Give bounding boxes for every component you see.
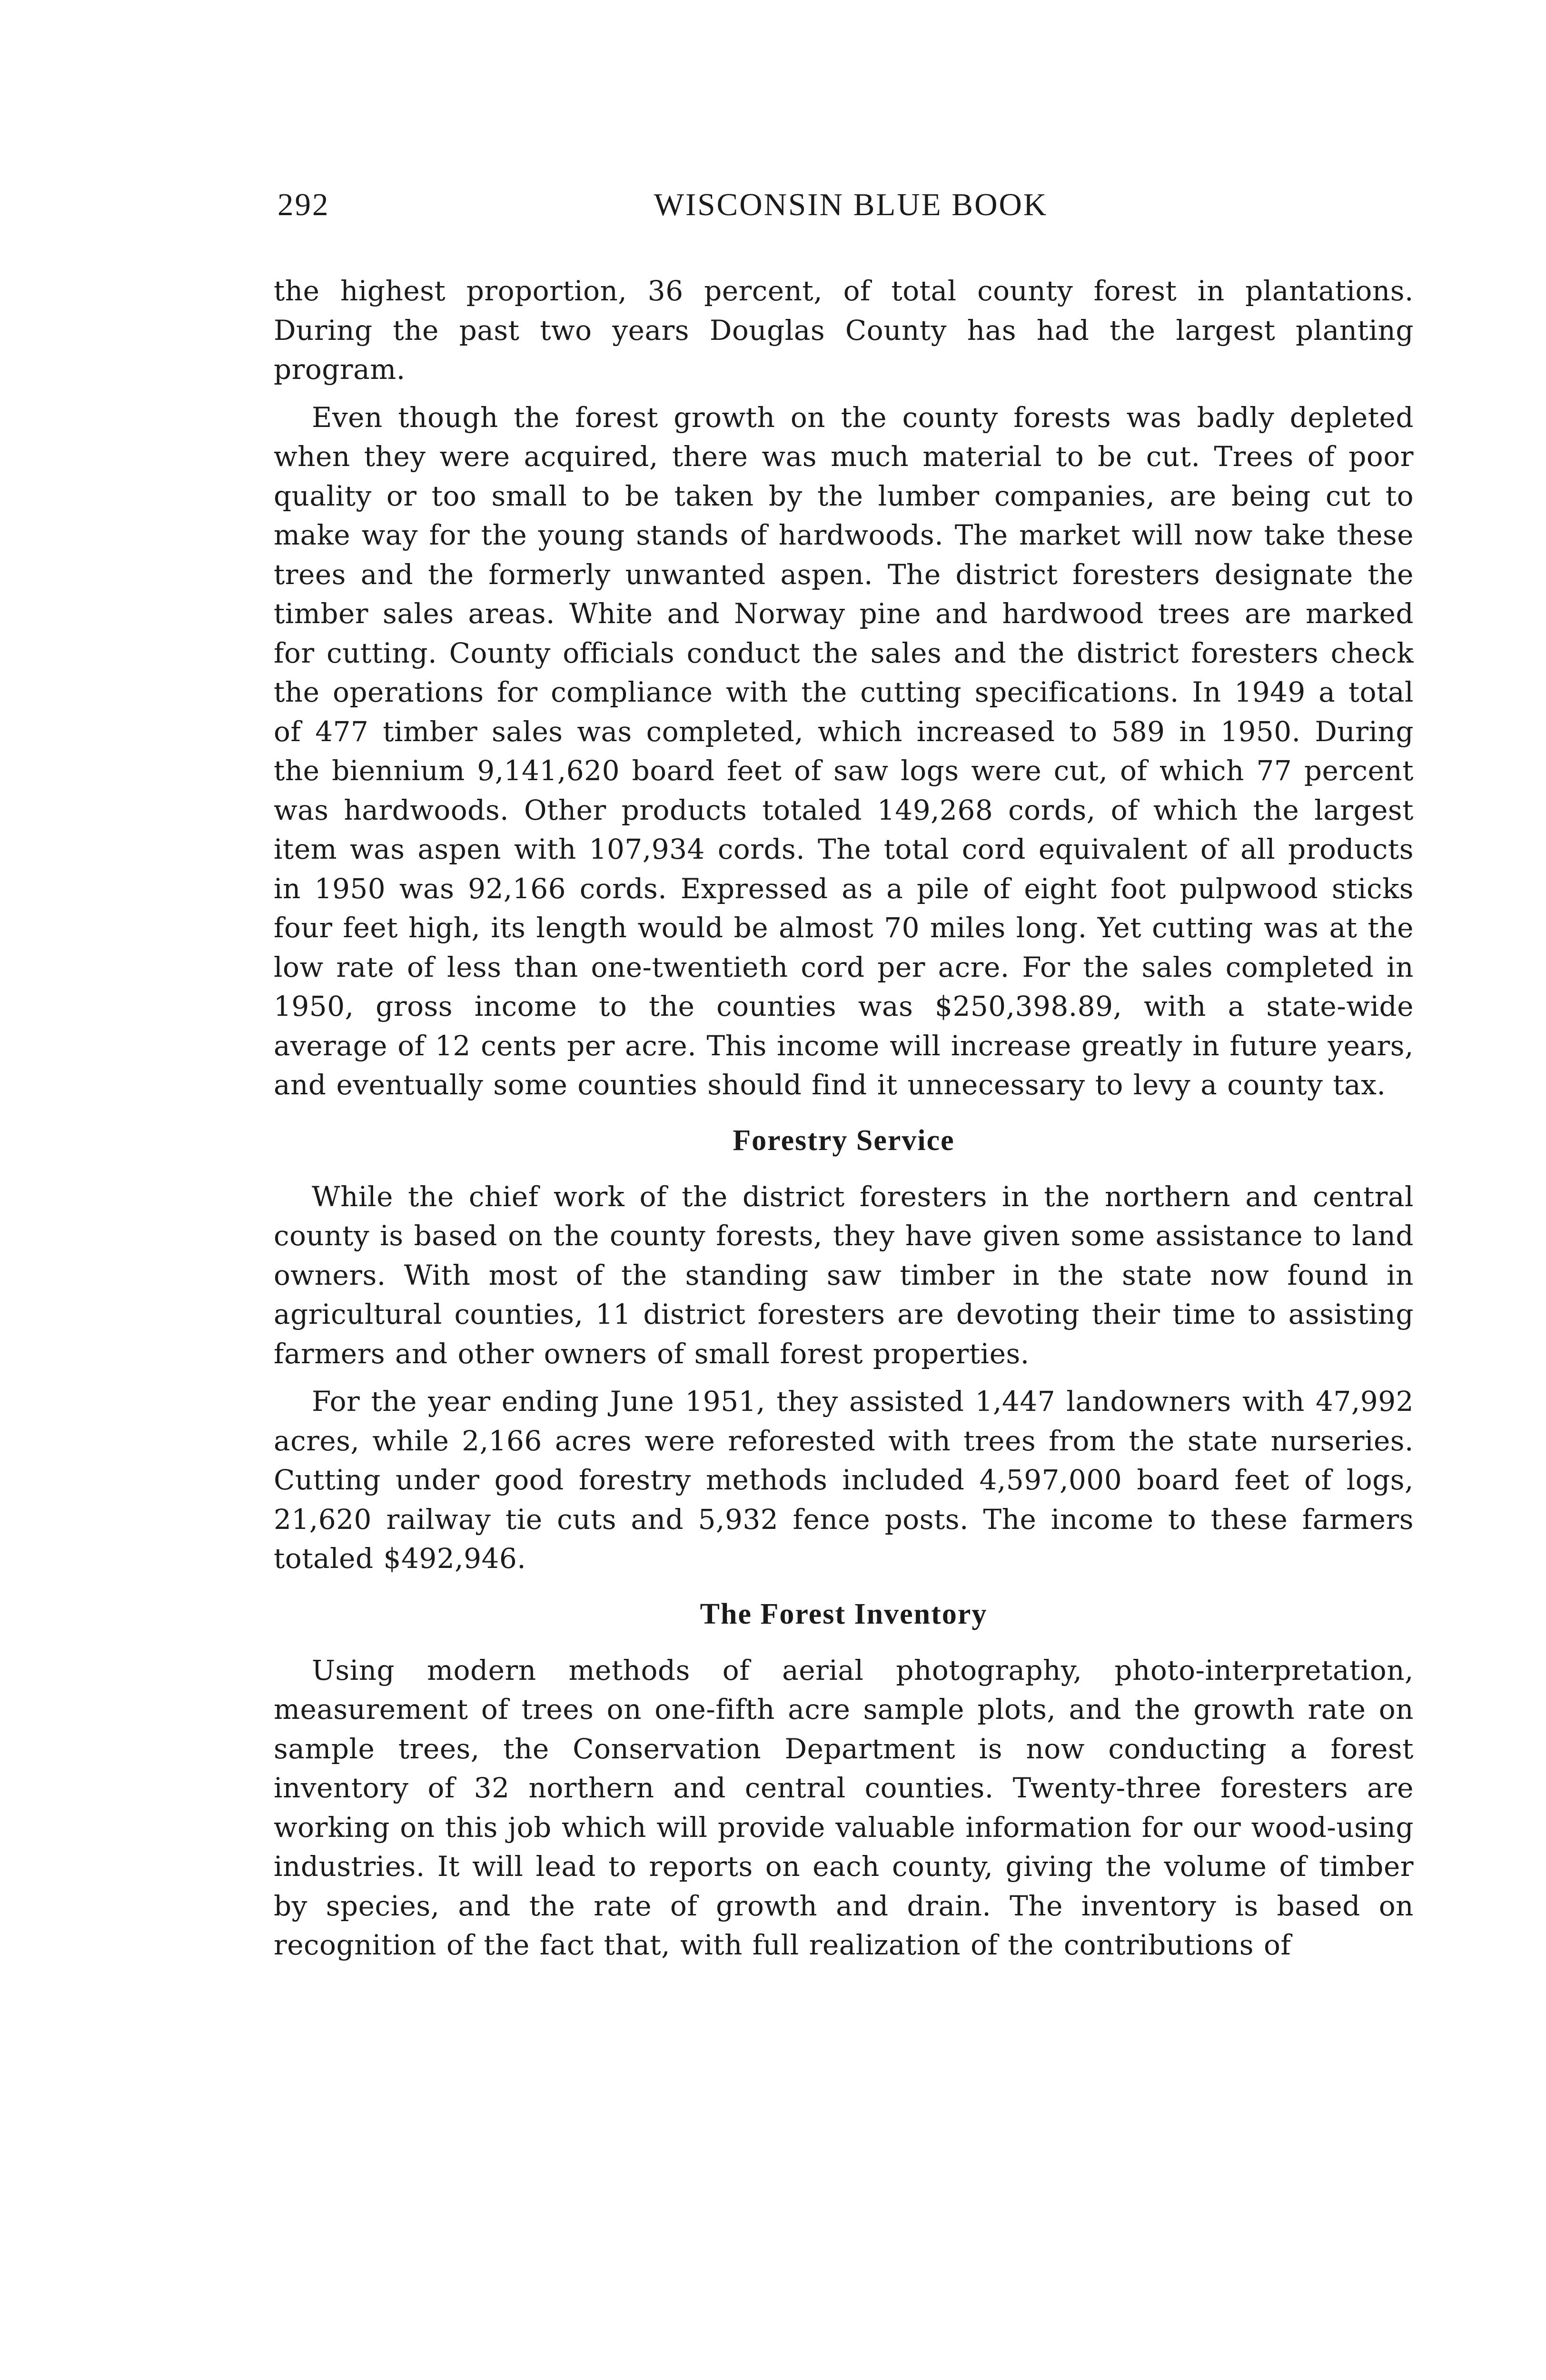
paragraph-county-forest-timber-sales: Even though the forest growth on the county forests was badly depleted when they were acquired, there was much material to be cut. Trees of poor quality or too small to be taken by the lumber companies, are being cut to make way for the young stands of hardwoods. The market will now take these trees and the formerly unwanted aspen. The district foresters designate the timber sales areas. White and Norway pine and hardwood trees are marked for cutting. County officials conduct the sales and the district foresters check the operations for compliance with the cutting specifications. In 1949 a total of 477 timber sales was completed, which increased to 589 in 1950. During the biennium 9,141,620 board feet of saw logs were cut, of which 77 percent was hardwoods. Other products totaled 149,268 cords, of which the largest item was aspen with 107,934 cords. The total cord equivalent of all products in 1950 was 92,166 cords. Expressed as a pile of eight foot pulpwood sticks four feet high, its length would be almost 70 miles long. Yet cutting was at the low rate of less than one-twentieth cord per acre. For the sales completed in 1950, gross income to the counties was $250,398.89, with a state-wide average of 12 cents per acre. This income will increase greatly in future years, and eventually some counties should find it unnecessary to levy a county tax. [274,401,1414,1101]
body-text [274,271,1414,1965]
paragraph-forestry-service-1: While the chief work of the district foresters in the northern and central county is based on the county forests, they have given some assistance to land owners. With most of the standing saw timber in the state now found in agricultural counties, 11 district foresters are devoting their time to assisting farmers and other owners of small forest properties. [274,1180,1414,1370]
running-head [274,143,1414,222]
book-page [274,143,1414,1965]
paragraph-forestry-service-2: For the year ending June 1951, they assisted 1,447 landowners with 47,992 acres, while 2,166 acres were reforested with trees from the state nurseries. Cutting under good forestry methods included 4,597,000 board feet of logs, 21,620 railway tie cuts and 5,932 fence posts. The income to these farmers totaled $492,946. [274,1385,1414,1575]
running-title: WISCONSIN BLUE BOOK [654,187,1048,222]
heading-forestry-service: Forestry Service [733,1124,955,1157]
heading-forest-inventory: The Forest Inventory [700,1597,988,1630]
paragraph-forest-inventory-1: Using modern methods of aerial photography, photo-interpretation, measurement of trees on one-fifth acre sample plots, and the growth rate on sample trees, the Conservation Department is now conducting a forest inventory of 32 northern and central counties. Twenty-three foresters are working on this job which will provide valuable information for our wood-using industries. It will lead to reports on each county, giving the volume of timber by species, and the rate of growth and drain. The inventory is based on recognition of the fact that, with full realization of the contributions of [274,1654,1414,1961]
paragraph-continued: the highest proportion, 36 percent, of total county forest in plantations. During the past two years Douglas County has had the largest planting program. [274,275,1414,386]
page-number: 292 [277,187,330,222]
